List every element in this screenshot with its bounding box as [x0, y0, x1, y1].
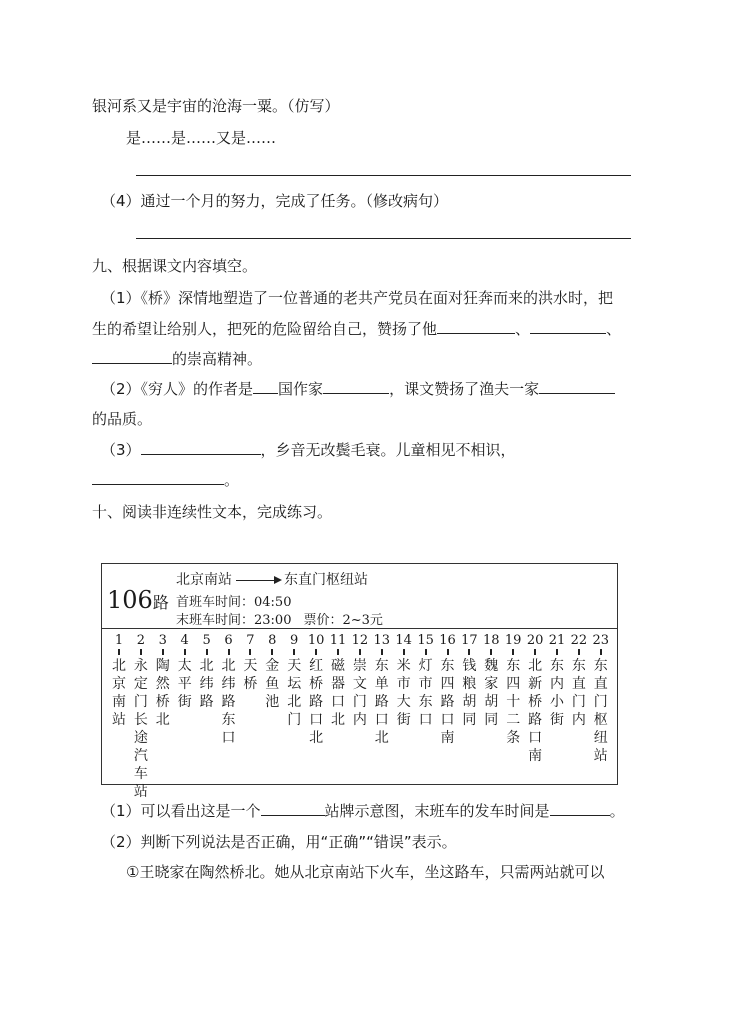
q9-2-end: 的品质。: [92, 410, 153, 428]
bus-stop-15: [417, 633, 435, 729]
stop-name: 红 桥 路 口 北: [309, 658, 324, 746]
text-line-1: 银河系又是宇宙的沧海一粟。（仿写）: [92, 97, 340, 115]
imitation-pattern: 是……是……又是……: [126, 129, 277, 147]
bus-stop-11: [329, 633, 347, 729]
bus-stop-14: [395, 633, 413, 729]
stop-number: 6: [224, 633, 233, 648]
stop-name: 东 直 门 枢 纽 站: [593, 658, 608, 764]
stop-marker: [556, 649, 558, 655]
stop-marker: [578, 649, 580, 655]
bus-stop-20: [526, 633, 544, 765]
q9-3: [101, 439, 516, 461]
stop-marker: [425, 649, 427, 655]
stop-marker: [271, 649, 273, 655]
stop-number: 5: [202, 633, 211, 648]
stop-number: 21: [548, 633, 566, 648]
bus-stop-19: [504, 633, 522, 747]
stop-name: 北 京 南 站: [112, 658, 126, 728]
q9-1-line3: [92, 348, 262, 370]
stop-number: 1: [114, 633, 124, 648]
stop-number: 7: [246, 633, 255, 648]
stop-number: 15: [417, 633, 434, 648]
bus-stop-5: [198, 633, 216, 711]
stop-marker: [184, 649, 186, 655]
answer-line-2[interactable]: [136, 238, 631, 239]
blank-family-quality[interactable]: [539, 378, 615, 394]
route-origin: 北京南站: [176, 572, 232, 588]
stop-name: 米 市 大 街: [396, 658, 411, 728]
stop-marker: [447, 649, 449, 655]
q9-1-end: 的崇高精神。: [172, 350, 263, 368]
stop-number: 13: [373, 633, 391, 648]
bus-stop-10: [307, 633, 325, 747]
q9-1-line2: [92, 318, 621, 340]
stop-name: 永 定 门 长 途 汽 车 站: [133, 658, 148, 800]
bus-stop-12: [351, 633, 369, 729]
blank-quality-1[interactable]: [437, 318, 515, 334]
stop-name: 东 单 路 口 北: [374, 658, 389, 746]
stop-marker: [140, 649, 142, 655]
q10-1: [101, 800, 625, 822]
bus-stop-23: [592, 633, 610, 765]
stop-marker: [490, 649, 492, 655]
bus-stop-9: [285, 633, 303, 729]
stop-marker: [118, 649, 120, 655]
stop-name: 北 新 桥 路 口 南: [528, 658, 543, 764]
q9-3-line2: [92, 469, 239, 491]
bus-stop-16: [439, 633, 457, 747]
bus-stop-2: [132, 633, 150, 801]
stop-marker: [468, 649, 470, 655]
stop-name: 东 四 十 二 条: [506, 658, 521, 746]
route-direction: [176, 569, 368, 589]
q10-2-1: ①王晓家在陶然桥北。她从北京南站下火车，坐这路车，只需两站就可以: [126, 863, 605, 881]
bus-stop-21: [548, 633, 566, 729]
blank-poem-2[interactable]: [92, 469, 224, 485]
route-terminus: 东直门枢纽站: [284, 572, 368, 588]
stop-name: 东 直 门 内: [571, 658, 586, 728]
bus-stop-13: [373, 633, 391, 747]
section-10-title: 十、阅读非连续性文本，完成练习。: [92, 503, 333, 521]
stop-number: 8: [268, 633, 277, 648]
separator: 、: [515, 320, 531, 338]
stop-marker: [512, 649, 514, 655]
bus-stop-6: [220, 633, 238, 747]
bus-stop-3: [154, 633, 172, 729]
q10-1-part-b: 站牌示意图，末班车的发车时间是: [324, 802, 550, 820]
fare: 票价：2~3元: [303, 613, 383, 628]
stop-marker: [249, 649, 251, 655]
q10-1-part-a: （1）可以看出这是一个: [101, 802, 261, 820]
stop-number: 23: [592, 633, 610, 648]
stop-name: 太 平 街: [177, 658, 192, 710]
bus-stop-1: [110, 633, 128, 729]
stop-marker: [337, 649, 339, 655]
stop-marker: [293, 649, 295, 655]
stop-number: 9: [290, 633, 299, 648]
blank-country[interactable]: [253, 378, 278, 394]
stop-number: 3: [158, 633, 167, 648]
separator: 、: [606, 320, 622, 338]
q9-3-end: 。: [224, 471, 240, 489]
stop-number: 20: [526, 633, 544, 648]
stop-marker: [162, 649, 164, 655]
stop-name: 北 纬 路: [199, 658, 214, 710]
bus-stop-17: [460, 633, 478, 729]
stop-marker: [600, 649, 602, 655]
stop-number: 18: [483, 633, 500, 648]
stop-number: 12: [351, 633, 369, 648]
stop-marker: [403, 649, 405, 655]
stop-name: 北 纬 路 东 口: [221, 658, 236, 746]
q10-2: （2）判断下列说法是否正确，用“正确”“错误”表示。: [101, 833, 457, 851]
q9-2-part-c: ，课文赞扬了渔夫一家: [389, 380, 540, 398]
stop-number: 2: [136, 633, 146, 648]
stop-number: 14: [395, 633, 412, 648]
q9-3-part-b: ，乡音无改鬓毛衰。儿童相见不相识，: [260, 441, 516, 459]
stop-name: 天 桥: [243, 658, 258, 692]
q9-2: [101, 378, 615, 400]
stop-name: 东 四 路 口 南: [440, 658, 455, 746]
arrow-right-icon: [236, 580, 280, 581]
stop-number: 17: [461, 633, 478, 648]
answer-line-1[interactable]: [136, 175, 631, 176]
blank-last-bus[interactable]: [550, 800, 610, 816]
blank-author[interactable]: [323, 378, 389, 394]
q9-1-line1: （1）《桥》深情地塑造了一位普通的老共产党员在面对狂奔而来的洪水时，把: [101, 289, 614, 307]
stop-marker: [315, 649, 317, 655]
q9-3-part-a: （3）: [101, 441, 141, 459]
blank-quality-3[interactable]: [92, 348, 172, 364]
stop-number: 10: [307, 633, 325, 648]
stop-name: 东 内 小 街: [550, 658, 564, 728]
stop-name: 磁 器 口 北: [331, 658, 345, 728]
stop-name: 天 坛 北 门: [287, 658, 302, 728]
stop-marker: [206, 649, 208, 655]
route-number: 106路: [107, 586, 169, 614]
stop-marker: [534, 649, 536, 655]
last-bus-time: 末班车时间：23:00: [176, 613, 292, 628]
bus-stop-18: [482, 633, 500, 729]
stop-marker: [381, 649, 383, 655]
q10-1-part-c: 。: [609, 802, 625, 820]
bus-stop-sign: [101, 563, 618, 800]
stop-name: 魏 家 胡 同: [484, 658, 499, 728]
bus-stop-7: [241, 633, 259, 693]
stop-number: 22: [570, 633, 588, 648]
stop-name: 金 鱼 池: [265, 658, 280, 710]
stop-marker: [228, 649, 230, 655]
section-9-title: 九、根据课文内容填空。: [92, 257, 258, 275]
question-4: （4）通过一个月的努力，完成了任务。（修改病句）: [101, 192, 449, 210]
stop-number: 4: [180, 633, 189, 648]
stop-number: 19: [504, 633, 522, 648]
blank-poem-1[interactable]: [141, 439, 261, 455]
q9-1-text: 生的希望让给别人，把死的危险留给自己，赞扬了他: [92, 320, 438, 338]
blank-sign-type[interactable]: [261, 800, 325, 816]
bus-stop-22: [570, 633, 588, 729]
bus-stop-8: [263, 633, 281, 711]
blank-quality-2[interactable]: [530, 318, 606, 334]
q9-2-part-b: 国作家: [278, 380, 324, 398]
stop-name: 崇 文 门 内: [352, 658, 367, 728]
stop-name: 钱 粮 胡 同: [462, 658, 477, 728]
q9-2-part-a: （2）《穷人》的作者是: [101, 380, 254, 398]
stop-name: 灯 市 东 口: [418, 658, 433, 728]
stop-number: 16: [439, 633, 456, 648]
sign-divider: [102, 628, 617, 629]
stop-number: 11: [329, 633, 347, 648]
last-bus-fare: [176, 609, 383, 628]
bus-stop-4: [176, 633, 194, 711]
first-bus-time: 首班车时间：04:50: [176, 595, 292, 610]
stop-marker: [359, 649, 361, 655]
stop-name: 陶 然 桥 北: [155, 658, 170, 728]
